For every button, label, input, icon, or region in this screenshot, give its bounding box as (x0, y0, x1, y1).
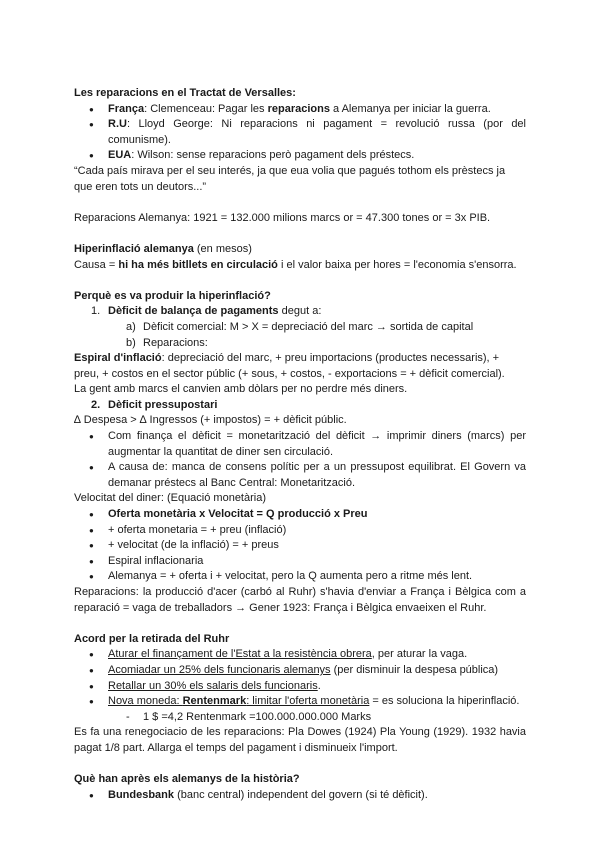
list-item-franca: ● França: Clemenceau: Pagar les reparacions a Alemanya per iniciar la guerra. (74, 102, 526, 118)
espiral-paragraph: Espiral d'inflació: depreciació del marc, + preu importacions (productes necessaris), + preu, + costos en el sector públic (+ sous, + costos, - exportacions = + dèficit comercial). (74, 352, 505, 380)
velocitat-list (74, 507, 526, 585)
section-title-perque: Perquè es va produir la hiperinflació? (74, 289, 271, 302)
list-item-alemanya: ● Alemanya = + oferta i + velocitat, pero la Q aumenta pero a ritme més lent. (74, 569, 526, 585)
section-title-hiperinflacio: Hiperinflació alemanya (en mesos) (74, 242, 252, 255)
list-item-ru: ● R.U: Lloyd George: Ni reparacions ni pagament = revolució russa (por del comunisme). (74, 117, 526, 148)
list-item-aturar: ● Aturar el finançament de l'Estat a la resistència obrera, per aturar la vaga. (74, 647, 526, 663)
list-item-oferta: ● + oferta monetaria = + preu (inflació) (74, 523, 526, 539)
velocitat-line: Velocitat del diner: (Equació monetària) (74, 492, 266, 505)
acord-list (74, 647, 526, 725)
quote: “Cada país mirava per el seu interés, ja que eua volia que pagués tothom els prèstecs ja que eren tots un deutors...” (74, 164, 506, 193)
apres-list (74, 788, 526, 804)
list-item-causa: ● A causa de: manca de consens polític per a un pressupost equilibrat. El Govern va demanar préstecs al Banc Central: Monetarització. (74, 460, 526, 491)
renegociacio-paragraph: Es fa una renegociacio de les reparacions: Pla Dowes (1924) Pla Young (1929). 1932 havia pagat 1/8 part. Allarga el temps del pagament i disminueix l'import. (74, 726, 526, 754)
cause-1a: a) Dèficit comercial: M > X = depreciació del marc → sortida de capital (126, 320, 474, 333)
versalles-list (74, 102, 526, 164)
list-item-espiral: ● Espiral inflacionaria (74, 554, 526, 570)
list-item-bundesbank: ● Bundesbank (banc central) independent del govern (si té dèficit). (74, 788, 526, 804)
section-title-apres: Què han après els alemanys de la història? (74, 773, 300, 786)
causes-list-2 (74, 398, 526, 414)
list-item-acomiadar: ● Acomiadar un 25% dels funcionaris alemanys (per disminuir la despesa pública) (74, 663, 526, 679)
section-title-versalles: Les reparacions en el Tractat de Versalles: (74, 87, 296, 99)
document-page (74, 86, 526, 803)
ruhr-paragraph: Reparacions: la producció d'acer (carbó al Ruhr) s'havia d'enviar a França i Bèlgica com a reparació = vaga de treballadors → Gener 1923: França i Bèlgica envaeixen el Ruhr. (74, 586, 526, 614)
section-title-acord: Acord per la retirada del Ruhr (74, 632, 230, 645)
list-item-equacio: ● Oferta monetària x Velocitat = Q producció x Preu (74, 507, 526, 523)
list-item-velocitat: ● + velocitat (de la inflació) = + preus (74, 538, 526, 554)
delta-line: ∆ Despesa > ∆ Ingressos (+ impostos) = + dèficit públic. (74, 414, 347, 427)
causa-line: Causa = hi ha més bitllets en circulació i el valor baixa per hores = l'economia s'ensorra. (74, 258, 517, 271)
list-item-retallar: ● Retallar un 30% els salaris dels funcionaris. (74, 679, 526, 695)
list-item-conversio: - 1 $ =4,2 Rentenmark =100.000.000.000 Marks (126, 710, 372, 723)
cause-2: 2. Dèficit pressupostari (91, 398, 218, 411)
cause-1: 1. Dèficit de balança de pagaments degut a: (91, 305, 322, 318)
causes-list (74, 304, 526, 351)
reparacions-figure: Reparacions Alemanya: 1921 = 132.000 milions marcs or = 47.300 tones or = 3x PIB. (74, 211, 491, 224)
list-item-moneda: ● Nova moneda: Rentenmark: limitar l'oferta monetària = es soluciona la hiperinflació. (74, 694, 526, 710)
gent-paragraph: La gent amb marcs el canvien amb dòlars per no perdre més diners. (74, 383, 408, 396)
list-item-eua: ● EUA: Wilson: sense reparacions però pagament dels préstecs. (74, 148, 526, 164)
list-item-financa: ● Com finança el dèficit = monetarització del dèficit → imprimir diners (marcs) per augmentar la quantitat de diner sen circulació. (74, 429, 526, 460)
deficit-list (74, 429, 526, 491)
cause-1b: b) Reparacions: (126, 336, 208, 349)
